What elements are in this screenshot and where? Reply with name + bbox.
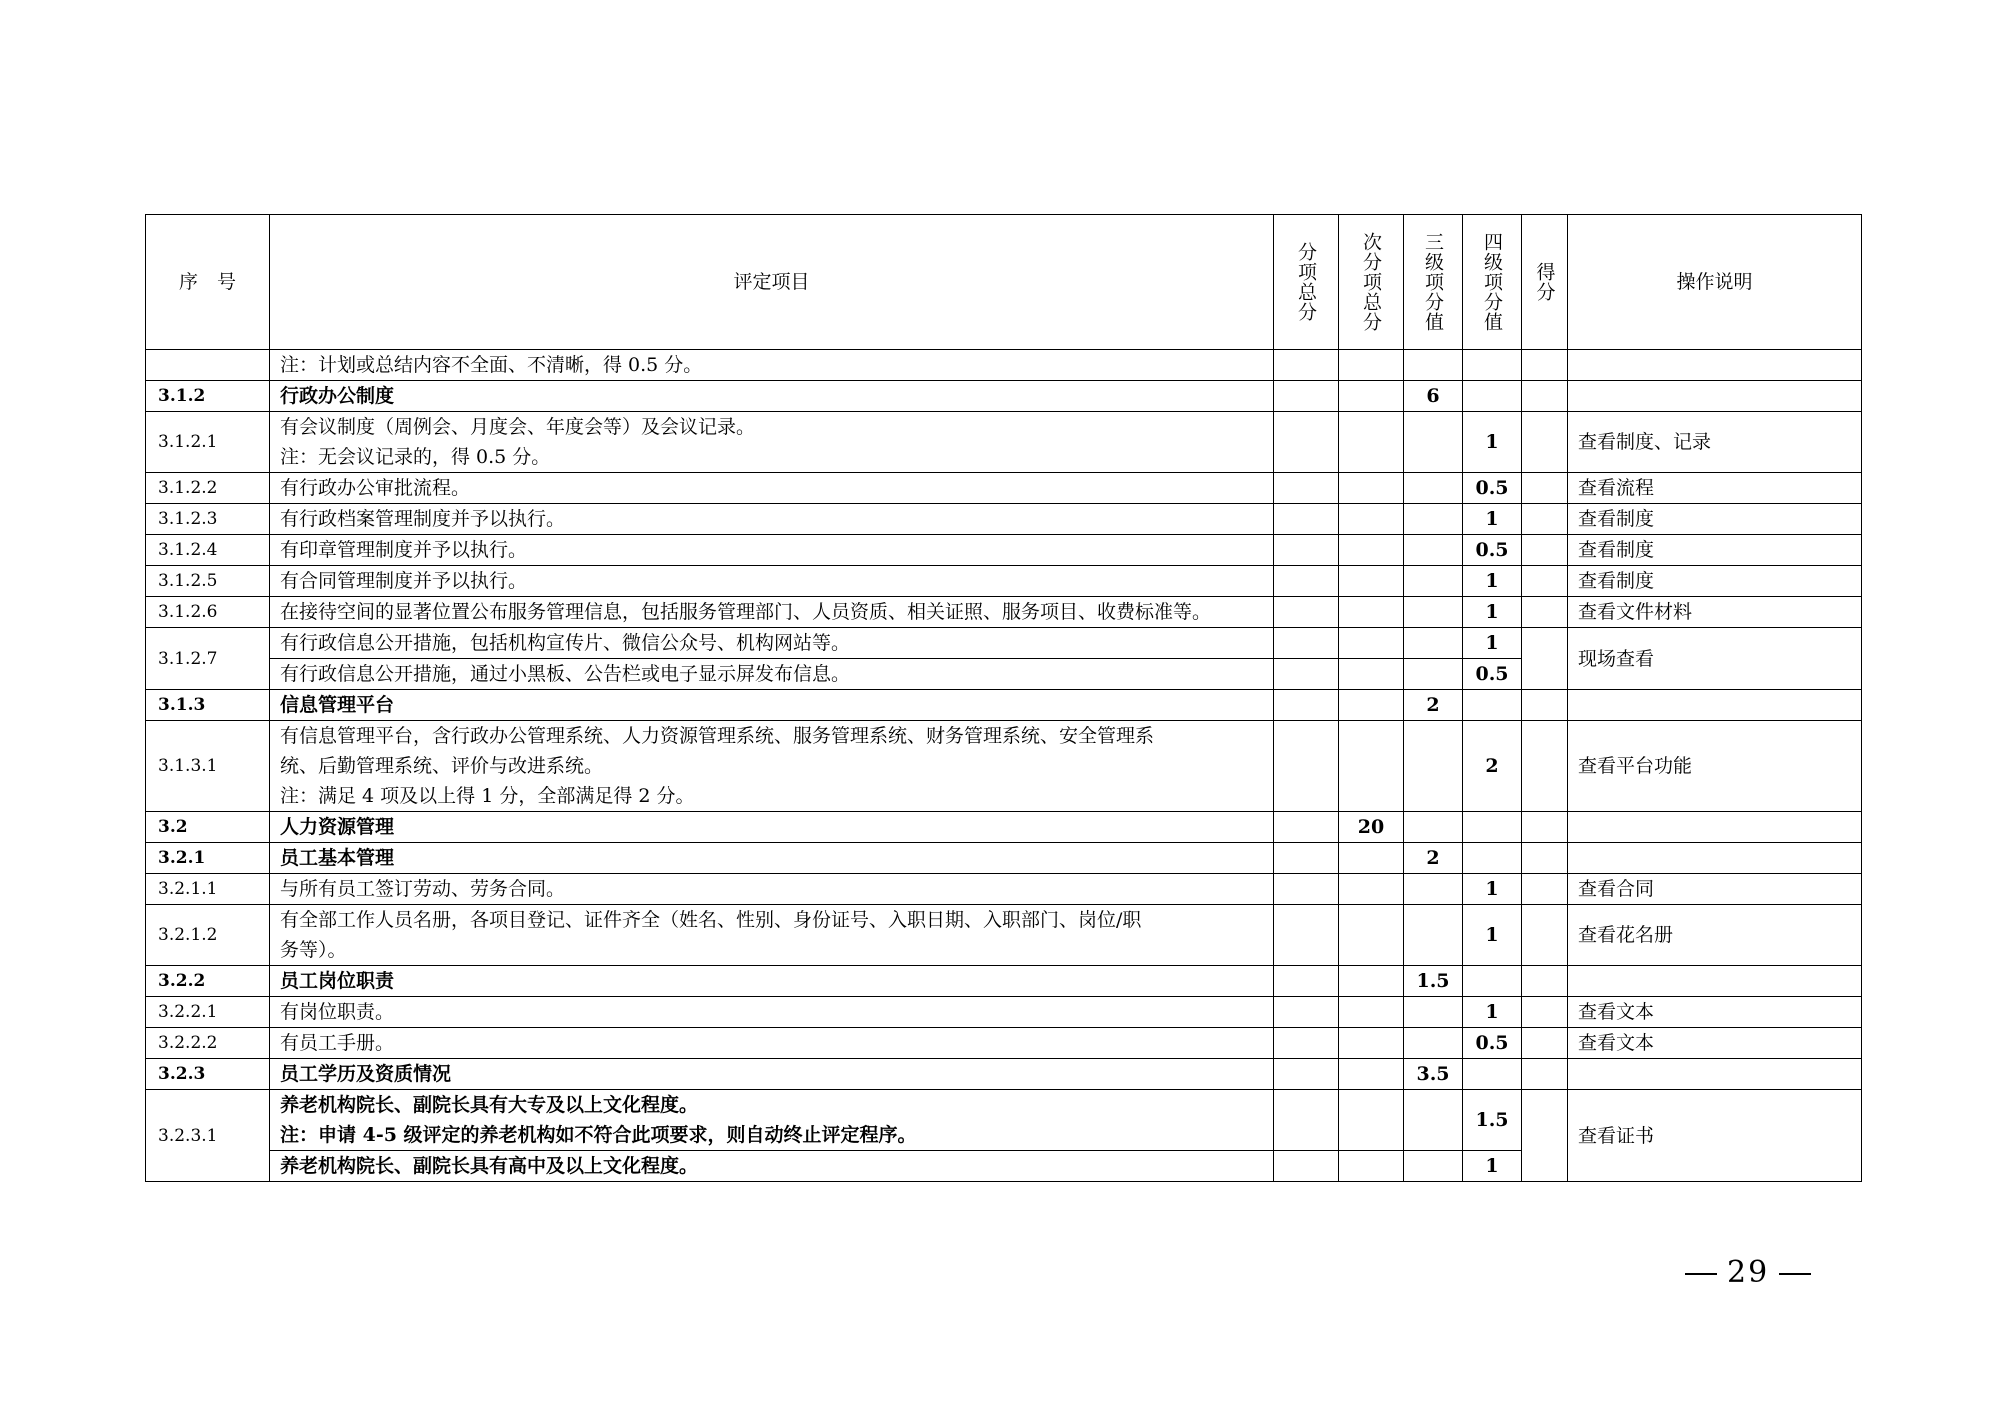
item-line: 有行政信息公开措施，通过小黑板、公告栏或电子显示屏发布信息。 (280, 663, 851, 685)
row-item (270, 659, 1274, 690)
row-score (1522, 721, 1568, 812)
item-line: 有全部工作人员名册，各项目登记、证件齐全（姓名、性别、身份证号、入职日期、入职部门、岗位/职 (280, 909, 1142, 931)
row-note: 查看证书 (1568, 1090, 1862, 1182)
row-note: 查看制度 (1568, 504, 1862, 535)
row-total (1274, 874, 1339, 905)
row-total (1274, 966, 1339, 997)
row-note (1568, 350, 1862, 381)
table-row (146, 350, 1862, 381)
table-row (146, 412, 1862, 473)
row-item (270, 381, 1274, 412)
row-level4: 1 (1463, 1151, 1522, 1182)
table-row (146, 843, 1862, 874)
row-total (1274, 473, 1339, 504)
row-seq: 3.2.2 (146, 966, 270, 997)
row-level3 (1404, 905, 1463, 966)
row-sub-total (1339, 381, 1404, 412)
row-level3 (1404, 597, 1463, 628)
table-row (146, 997, 1862, 1028)
header-seq: 序 号 (146, 215, 270, 350)
item-line: 有合同管理制度并予以执行。 (280, 570, 528, 592)
row-score (1522, 350, 1568, 381)
row-level3 (1404, 1151, 1463, 1182)
row-total (1274, 843, 1339, 874)
table-row (146, 628, 1862, 659)
row-item (270, 690, 1274, 721)
row-item (270, 566, 1274, 597)
row-seq: 3.2.3 (146, 1059, 270, 1090)
row-item (270, 350, 1274, 381)
row-seq: 3.2.1.1 (146, 874, 270, 905)
row-score (1522, 843, 1568, 874)
row-total (1274, 412, 1339, 473)
row-total (1274, 504, 1339, 535)
table-row (146, 812, 1862, 843)
row-score (1522, 1059, 1568, 1090)
table-row (146, 535, 1862, 566)
row-score (1522, 628, 1568, 690)
row-note (1568, 381, 1862, 412)
row-sub-total (1339, 659, 1404, 690)
row-item (270, 1151, 1274, 1182)
row-level4: 1 (1463, 997, 1522, 1028)
row-score (1522, 473, 1568, 504)
header-note: 操作说明 (1568, 215, 1862, 350)
row-total (1274, 659, 1339, 690)
row-item (270, 874, 1274, 905)
row-sub-total (1339, 1028, 1404, 1059)
header-sub-total: 次分项总分 (1360, 232, 1382, 332)
row-sub-total (1339, 905, 1404, 966)
row-seq: 3.1.3 (146, 690, 270, 721)
row-score (1522, 535, 1568, 566)
header-level4: 四级项分值 (1481, 232, 1503, 332)
row-total (1274, 1028, 1339, 1059)
row-score (1522, 905, 1568, 966)
table-row (146, 381, 1862, 412)
item-line: 有信息管理平台，含行政办公管理系统、人力资源管理系统、服务管理系统、财务管理系统、安全管理系 (280, 725, 1155, 747)
item-line: 统、后勤管理系统、评价与改进系统。 (280, 755, 604, 777)
row-level4 (1463, 966, 1522, 997)
row-level4: 0.5 (1463, 659, 1522, 690)
row-sub-total (1339, 412, 1404, 473)
row-seq: 3.1.3.1 (146, 721, 270, 812)
row-level3 (1404, 473, 1463, 504)
row-level4: 0.5 (1463, 473, 1522, 504)
row-level4: 2 (1463, 721, 1522, 812)
row-score (1522, 997, 1568, 1028)
row-note: 查看流程 (1568, 473, 1862, 504)
row-seq: 3.1.2.3 (146, 504, 270, 535)
row-sub-total (1339, 1151, 1404, 1182)
row-sub-total (1339, 597, 1404, 628)
item-line: 注：满足 4 项及以上得 1 分，全部满足得 2 分。 (280, 785, 695, 807)
table-row (146, 690, 1862, 721)
item-line: 养老机构院长、副院长具有高中及以上文化程度。 (280, 1155, 699, 1177)
row-level3: 2 (1404, 843, 1463, 874)
item-line: 注：无会议记录的，得 0.5 分。 (280, 446, 551, 468)
row-sub-total (1339, 1090, 1404, 1151)
page-number (1675, 1255, 1821, 1290)
row-score (1522, 566, 1568, 597)
row-note: 查看文本 (1568, 1028, 1862, 1059)
row-level4: 1 (1463, 412, 1522, 473)
header-item: 评定项目 (270, 215, 1274, 350)
table-row (146, 1090, 1862, 1151)
row-level4: 1 (1463, 874, 1522, 905)
item-line: 注：申请 4-5 级评定的养老机构如不符合此项要求，则自动终止评定程序。 (280, 1124, 917, 1146)
row-total (1274, 997, 1339, 1028)
row-item (270, 628, 1274, 659)
row-score (1522, 1028, 1568, 1059)
row-level4 (1463, 690, 1522, 721)
row-score (1522, 812, 1568, 843)
row-seq: 3.2 (146, 812, 270, 843)
row-note: 现场查看 (1568, 628, 1862, 690)
table-row (146, 566, 1862, 597)
row-seq: 3.1.2.5 (146, 566, 270, 597)
evaluation-table (145, 214, 1862, 1182)
row-seq: 3.2.2.2 (146, 1028, 270, 1059)
row-level3: 3.5 (1404, 1059, 1463, 1090)
row-level3 (1404, 412, 1463, 473)
table-row (146, 905, 1862, 966)
item-line: 注：计划或总结内容不全面、不清晰，得 0.5 分。 (280, 354, 703, 376)
row-level3 (1404, 628, 1463, 659)
row-seq: 3.1.2.4 (146, 535, 270, 566)
item-line: 有员工手册。 (280, 1032, 395, 1054)
table-body (146, 350, 1862, 1182)
row-sub-total (1339, 843, 1404, 874)
row-seq: 3.2.3.1 (146, 1090, 270, 1182)
row-total (1274, 690, 1339, 721)
row-item (270, 843, 1274, 874)
row-note (1568, 843, 1862, 874)
row-level4: 1 (1463, 905, 1522, 966)
item-line: 人力资源管理 (280, 816, 395, 838)
row-note: 查看制度、记录 (1568, 412, 1862, 473)
row-level3 (1404, 1028, 1463, 1059)
item-line: 有行政档案管理制度并予以执行。 (280, 508, 566, 530)
row-item (270, 721, 1274, 812)
table-row (146, 1028, 1862, 1059)
table-row (146, 874, 1862, 905)
row-level3 (1404, 874, 1463, 905)
row-score (1522, 1090, 1568, 1182)
row-item (270, 412, 1274, 473)
dash-left (1685, 1273, 1717, 1275)
row-seq: 3.2.2.1 (146, 997, 270, 1028)
row-score (1522, 874, 1568, 905)
row-level4 (1463, 812, 1522, 843)
row-seq (146, 350, 270, 381)
row-note: 查看制度 (1568, 535, 1862, 566)
row-score (1522, 597, 1568, 628)
table-row (146, 504, 1862, 535)
row-sub-total (1339, 874, 1404, 905)
row-level3 (1404, 812, 1463, 843)
row-level3: 6 (1404, 381, 1463, 412)
row-level4: 0.5 (1463, 1028, 1522, 1059)
header-row (146, 215, 1862, 350)
row-item (270, 1059, 1274, 1090)
row-seq: 3.2.1 (146, 843, 270, 874)
item-line: 有行政办公审批流程。 (280, 477, 471, 499)
item-line: 务等）。 (280, 939, 347, 961)
item-line: 信息管理平台 (280, 694, 395, 716)
row-level3: 1.5 (1404, 966, 1463, 997)
row-score (1522, 504, 1568, 535)
row-level3 (1404, 721, 1463, 812)
row-item (270, 597, 1274, 628)
row-total (1274, 905, 1339, 966)
row-seq: 3.2.1.2 (146, 905, 270, 966)
row-sub-total (1339, 628, 1404, 659)
row-score (1522, 690, 1568, 721)
dash-right (1779, 1273, 1811, 1275)
row-total (1274, 1059, 1339, 1090)
row-note (1568, 1059, 1862, 1090)
row-level4 (1463, 1059, 1522, 1090)
item-line: 与所有员工签订劳动、劳务合同。 (280, 878, 566, 900)
row-note: 查看花名册 (1568, 905, 1862, 966)
header-sub-total-cell (1339, 215, 1404, 350)
row-seq: 3.1.2 (146, 381, 270, 412)
header-total-cell (1274, 215, 1339, 350)
row-sub-total (1339, 350, 1404, 381)
row-level4: 1 (1463, 566, 1522, 597)
row-sub-total (1339, 473, 1404, 504)
row-total (1274, 566, 1339, 597)
row-sub-total (1339, 997, 1404, 1028)
item-line: 员工学历及资质情况 (280, 1063, 452, 1085)
row-level4: 1 (1463, 597, 1522, 628)
row-total (1274, 812, 1339, 843)
row-item (270, 997, 1274, 1028)
header-level4-cell (1463, 215, 1522, 350)
row-item (270, 966, 1274, 997)
row-note (1568, 966, 1862, 997)
row-level3: 2 (1404, 690, 1463, 721)
row-level3 (1404, 659, 1463, 690)
row-total (1274, 1151, 1339, 1182)
row-level4: 1 (1463, 628, 1522, 659)
row-item (270, 905, 1274, 966)
row-sub-total (1339, 504, 1404, 535)
row-total (1274, 350, 1339, 381)
row-level3 (1404, 566, 1463, 597)
row-item (270, 473, 1274, 504)
header-total: 分项总分 (1295, 242, 1317, 322)
item-line: 有印章管理制度并予以执行。 (280, 539, 528, 561)
header-score-cell (1522, 215, 1568, 350)
row-note: 查看文本 (1568, 997, 1862, 1028)
row-seq: 3.1.2.2 (146, 473, 270, 504)
header-level3: 三级项分值 (1422, 232, 1444, 332)
row-level4 (1463, 381, 1522, 412)
row-item (270, 1028, 1274, 1059)
row-sub-total (1339, 966, 1404, 997)
row-note: 查看平台功能 (1568, 721, 1862, 812)
row-level3 (1404, 504, 1463, 535)
row-sub-total (1339, 690, 1404, 721)
row-note: 查看制度 (1568, 566, 1862, 597)
row-note: 查看文件材料 (1568, 597, 1862, 628)
row-note: 查看合同 (1568, 874, 1862, 905)
table-row (146, 966, 1862, 997)
row-total (1274, 535, 1339, 566)
row-item (270, 812, 1274, 843)
table-row (146, 597, 1862, 628)
row-total (1274, 597, 1339, 628)
item-line: 有岗位职责。 (280, 1001, 395, 1023)
row-seq: 3.1.2.1 (146, 412, 270, 473)
row-item (270, 535, 1274, 566)
row-level4: 1 (1463, 504, 1522, 535)
row-sub-total: 20 (1339, 812, 1404, 843)
row-item (270, 504, 1274, 535)
row-total (1274, 1090, 1339, 1151)
row-total (1274, 628, 1339, 659)
table-row (146, 721, 1862, 812)
row-level4: 0.5 (1463, 535, 1522, 566)
item-line: 行政办公制度 (280, 385, 395, 407)
row-total (1274, 721, 1339, 812)
row-score (1522, 966, 1568, 997)
table-row (146, 1059, 1862, 1090)
row-total (1274, 381, 1339, 412)
page-number-text: 29 (1727, 1255, 1770, 1290)
item-line: 在接待空间的显著位置公布服务管理信息，包括服务管理部门、人员资质、相关证照、服务项目、收费标准等。 (280, 601, 1212, 623)
row-level4 (1463, 350, 1522, 381)
row-level4: 1.5 (1463, 1090, 1522, 1151)
item-line: 养老机构院长、副院长具有大专及以上文化程度。 (280, 1094, 699, 1116)
item-line: 有会议制度（周例会、月度会、年度会等）及会议记录。 (280, 416, 756, 438)
item-line: 员工基本管理 (280, 847, 395, 869)
row-item (270, 1090, 1274, 1151)
row-score (1522, 381, 1568, 412)
row-level3 (1404, 535, 1463, 566)
table-row (146, 473, 1862, 504)
row-level3 (1404, 1090, 1463, 1151)
row-sub-total (1339, 566, 1404, 597)
row-sub-total (1339, 721, 1404, 812)
item-line: 员工岗位职责 (280, 970, 395, 992)
row-level3 (1404, 997, 1463, 1028)
item-line: 有行政信息公开措施，包括机构宣传片、微信公众号、机构网站等。 (280, 632, 851, 654)
row-score (1522, 412, 1568, 473)
row-level3 (1404, 350, 1463, 381)
row-note (1568, 812, 1862, 843)
row-sub-total (1339, 535, 1404, 566)
row-sub-total (1339, 1059, 1404, 1090)
row-note (1568, 690, 1862, 721)
header-level3-cell (1404, 215, 1463, 350)
row-seq: 3.1.2.7 (146, 628, 270, 690)
row-level4 (1463, 843, 1522, 874)
header-score: 得分 (1533, 262, 1556, 302)
row-seq: 3.1.2.6 (146, 597, 270, 628)
